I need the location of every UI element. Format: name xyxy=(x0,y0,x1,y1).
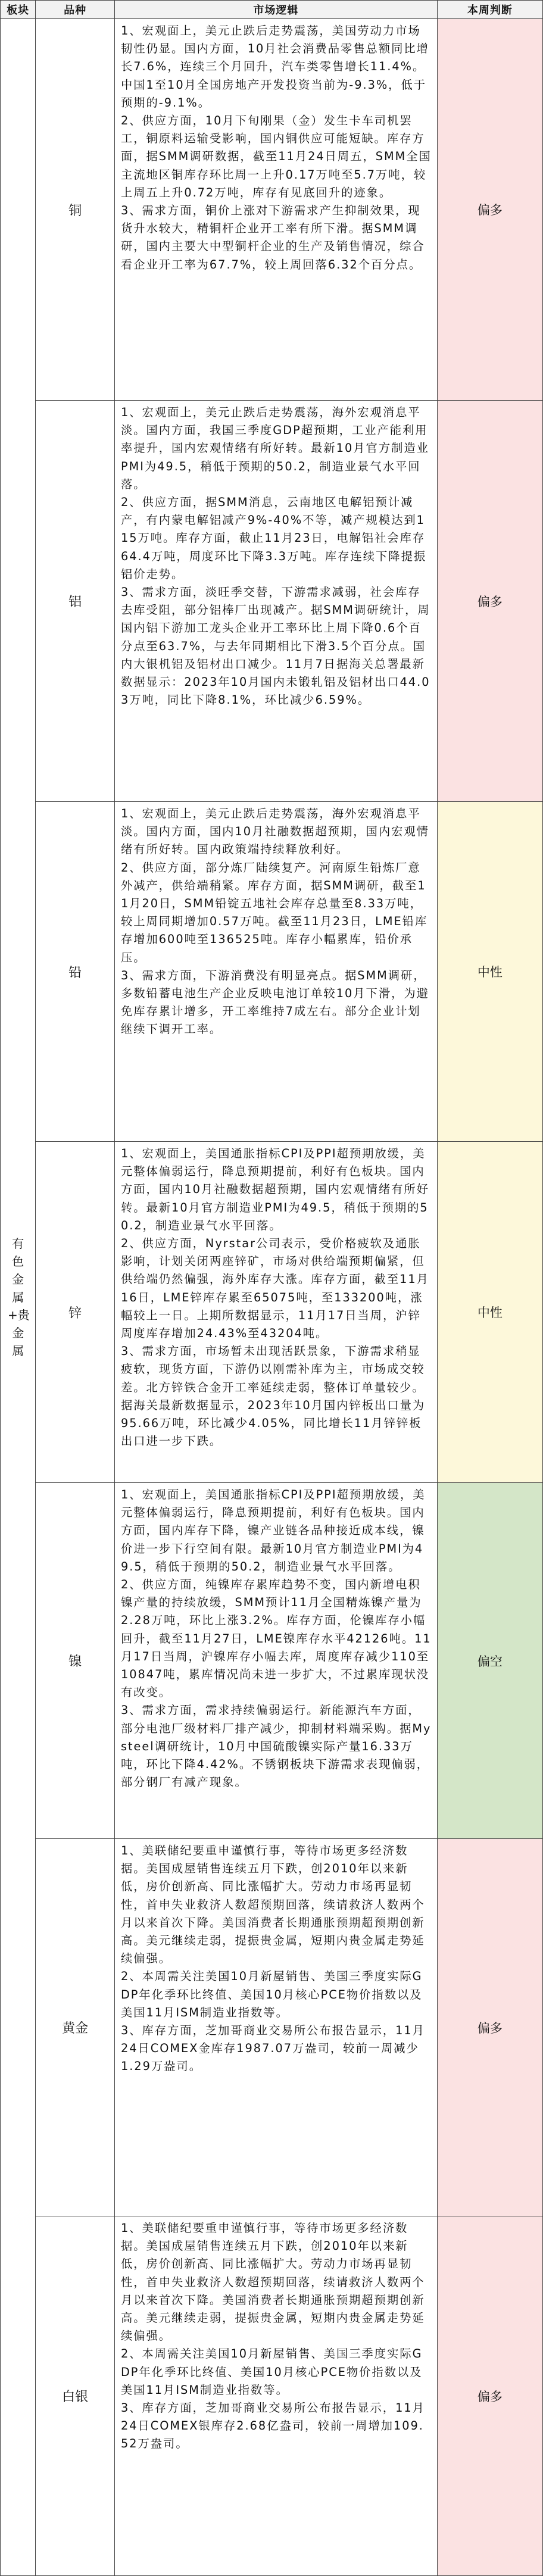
judgement-cell: 偏多 xyxy=(437,2216,542,2576)
header-row xyxy=(1,1,543,19)
table-row xyxy=(1,802,543,1142)
table-row xyxy=(1,2216,543,2576)
header-board: 板块 xyxy=(1,1,36,19)
variety-cell: 锌 xyxy=(36,1142,115,1483)
header-variety: 品种 xyxy=(36,1,115,19)
variety-cell: 铝 xyxy=(36,401,115,802)
variety-cell: 铅 xyxy=(36,802,115,1142)
logic-cell: 1、宏观面上，美国通胀指标CPI及PPI超预期放缓，美元整体偏弱运行，降息预期提前，利好有色板块。国内方面，国内10月社融数据超预期，国内宏观情绪有所好转。最新10月官方制造业PMI为49.5，稍低于预期的50.2，制造业景气水平回落。 2、供应方面，Nyrstar公司表示，受价格疲软及通胀影响，计划关闭两座锌矿，市场对供给端预期偏紧，但供给端仍然偏强，海外库存大涨。库存方面，截至11月16日，LME锌库存累至65075吨，至133200吨，涨幅较上一日。上期所数据显示，11月17日当周，沪锌周度库存增加24.43%至43204吨。 3、需求方面，市场暂未出现活跃景象，下游需求稍显疲软，现货方面，下游仍以刚需补库为主，市场成交较差。北方锌铁合金开工率延续走弱，整体订单量较少。据海关最新数据显示，2023年10月国内锌板出口量为95.66万吨，环比减少4.05%，同比增长11月锌锌板出口进一步下跌。 xyxy=(114,1142,437,1483)
variety-cell: 黄金 xyxy=(36,1839,115,2216)
header-logic: 市场逻辑 xyxy=(114,1,437,19)
table-row xyxy=(1,401,543,802)
table-row xyxy=(1,19,543,401)
variety-cell: 铜 xyxy=(36,19,115,401)
variety-cell: 镍 xyxy=(36,1483,115,1839)
header-judgement: 本周判断 xyxy=(437,1,542,19)
table-row xyxy=(1,1142,543,1483)
judgement-cell: 中性 xyxy=(437,802,542,1142)
table-row xyxy=(1,1483,543,1839)
logic-cell: 1、宏观面上，美国通胀指标CPI及PPI超预期放缓，美元整体偏弱运行，降息预期提前，利好有色板块。国内方面，国内库存下降，镍产业链各品种接近成本线，镍价进一步下行空间有限。最新10月官方制造业PMI为49.5，稍低于预期的50.2，制造业景气水平回落。 2、供应方面，纯镍库存累库趋势不变，国内新增电积镍产量的持续放缓，SMM预计11月全国精炼镍产量为2.28万吨，环比上涨3.2%。库存方面，伦镍库存小幅回升，截至11月27日，LME镍库存水平42126吨。11月17日当周，沪镍库存小幅去库，周度库存减少110至10847吨，累库情况尚未进一步扩大，不过累库现状没有改变。 3、需求方面，需求持续偏弱运行。新能源汽车方面，部分电池厂级材料厂排产减少，抑制材料端采购。据Mysteel调研统计，10月中国硫酸镍实际产量16.33万吨，环比下降4.42%。不锈钢板块下游需求表现偏弱，部分钢厂有减产现象。 xyxy=(114,1483,437,1839)
logic-cell: 1、美联储纪要重申谨慎行事，等待市场更多经济数据。美国成屋销售连续五月下跌，创2010年以来新低，房价创新高、同比涨幅扩大。劳动力市场再显韧性，首申失业救济人数超预期回落，续请救济人数两个月以来首次下降。美国消费者长期通胀预期超预期创新高。美元继续走弱，提振贵金属，短期内贵金属走势延续偏强。 2、本周需关注美国10月新屋销售、美国三季度实际GDP年化季环比终值、美国10月核心PCE物价指数以及美国11月ISM制造业指数等。 3、库存方面，芝加哥商业交易所公布报告显示，11月24日COMEX金库存1987.07万盎司，较前一周减少1.29万盎司。 xyxy=(114,1839,437,2216)
logic-cell: 1、宏观面上，美元止跌后走势震荡，美国劳动力市场韧性仍显。国内方面，10月社会消费品零售总额同比增长7.6%，连续三个月回升，汽车类零售增长11.4%。中国1至10月全国房地产开发投资当前为-9.3%，低于预期的-9.1%。 2、供应方面，10月下旬刚果（金）发生卡车司机罢工，铜原料运输受影响，国内铜供应可能短缺。库存方面，据SMM调研数据，截至11月24日周五，SMM全国主流地区铜库存环比周一上升0.17万吨至5.7万吨，较上周五上升0.72万吨，库存有见底回升的迹象。 3、需求方面，铜价上涨对下游需求产生抑制效果，现货升水较大，精铜杆企业开工率有所下滑。据SMM调研，国内主要大中型铜杆企业的生产及销售情况，综合看企业开工率为67.7%，较上周回落6.32个百分点。 xyxy=(114,19,437,401)
variety-cell: 白银 xyxy=(36,2216,115,2576)
judgement-cell: 偏多 xyxy=(437,401,542,802)
logic-cell: 1、宏观面上，美元止跌后走势震荡，海外宏观消息平淡。国内方面，我国三季度GDP超预期，工业产能利用率提升，国内宏观情绪有所好转。最新10月官方制造业PMI为49.5，稍低于预期的50.2，制造业景气水平回落。 2、供应方面，据SMM消息，云南地区电解铝预计减产，有内蒙电解铝减产9%-40%不等，减产规模达到115万吨。库存方面，截止11月23日，电解铝社会库存64.4万吨，周度环比下降3.3万吨。库存连续下降提振铝价走势。 3、需求方面，淡旺季交替，下游需求减弱，社会库存去库受阻，部分铝棒厂出现减产。据SMM调研统计，周国内铝下游加工龙头企业开工率环比上周下降0.6个百分点至63.7%，与去年同期相比下滑3.5个百分点。国内大银机铝及铝材出口减少。11月7日据海关总署最新数据显示：2023年10月国内未锻轧铝及铝材出口44.03万吨，同比下降8.1%，环比减少6.59%。 xyxy=(114,401,437,802)
logic-cell: 1、美联储纪要重申谨慎行事，等待市场更多经济数据。美国成屋销售连续五月下跌，创2010年以来新低，房价创新高、同比涨幅扩大。劳动力市场再显韧性，首申失业救济人数超预期回落，续请救济人数两个月以来首次下降。美国消费者长期通胀预期超预期创新高。美元继续走弱，提振贵金属，短期内贵金属走势延续偏强。 2、本周需关注美国10月新屋销售、美国三季度实际GDP年化季环比终值、美国10月核心PCE物价指数以及美国11月ISM制造业指数等。 3、库存方面，芝加哥商业交易所公布报告显示，11月24日COMEX银库存2.68亿盎司，较前一周增加109.52万盎司。 xyxy=(114,2216,437,2576)
board-label: 有色金属+贵金属 xyxy=(1,19,36,2576)
judgement-cell: 偏多 xyxy=(437,19,542,401)
logic-cell: 1、宏观面上，美元止跌后走势震荡，海外宏观消息平淡。国内方面，国内10月社融数据超预期，国内宏观情绪有所好转。国内政策端持续释放利好。 2、供应方面，部分炼厂陆续复产。河南原生铅炼厂意外减产，供给端稍紧。库存方面，据SMM调研，截至11月20日，SMM铅锭五地社会库存总量至8.33万吨，较上周同期增加0.57万吨。截至11月23日，LME铅库存增加600吨至136525吨。库存小幅累库，铅价承压。 3、需求方面，下游消费没有明显亮点。据SMM调研，多数铅蓄电池生产企业反映电池订单较10月下滑，为避免库存累计增多，开工率维持7成左右。部分企业计划继续下调开工率。 xyxy=(114,802,437,1142)
table-row xyxy=(1,1839,543,2216)
judgement-cell: 偏空 xyxy=(437,1483,542,1839)
judgement-cell: 中性 xyxy=(437,1142,542,1483)
judgement-cell: 偏多 xyxy=(437,1839,542,2216)
